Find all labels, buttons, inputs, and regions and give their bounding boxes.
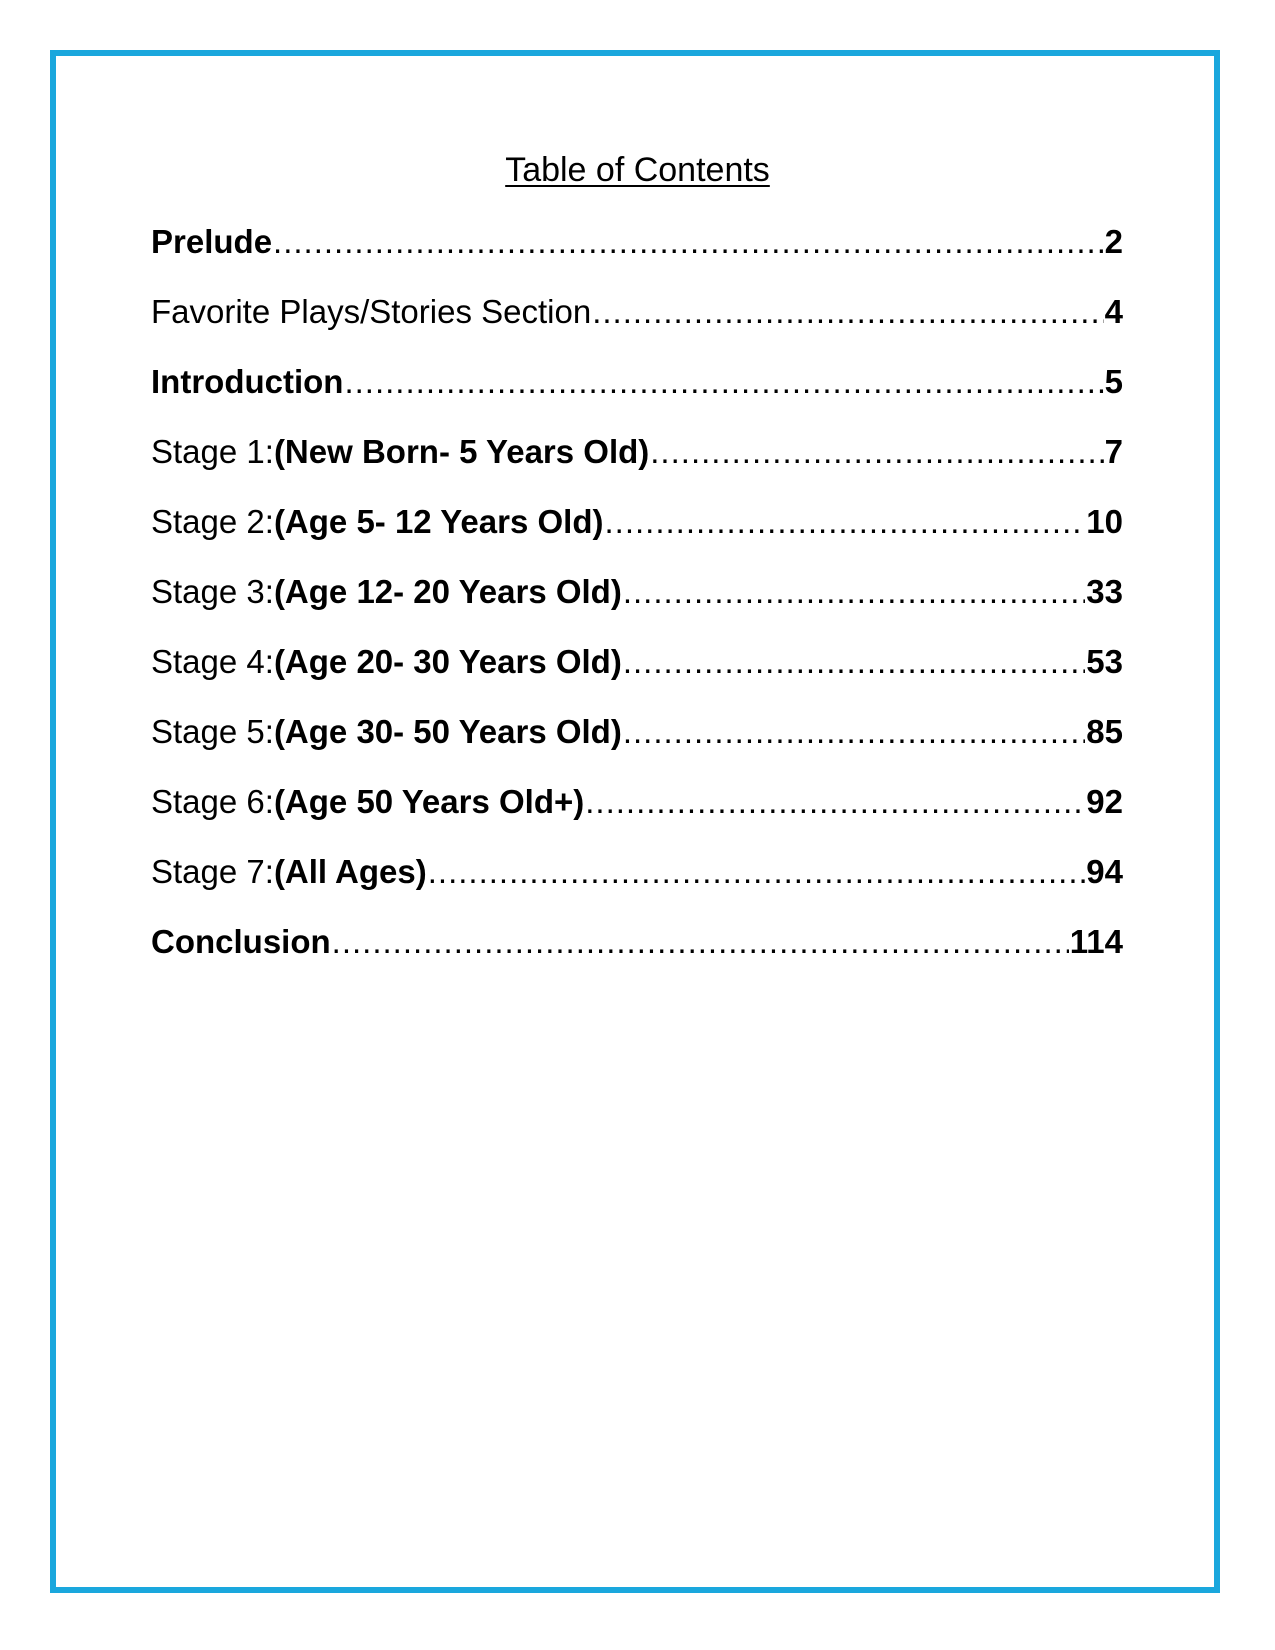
- toc-entry-stage-1[interactable]: [151, 430, 1123, 500]
- dot-leader: [623, 710, 1085, 754]
- dot-leader: [623, 570, 1085, 614]
- toc-entry-prefix: Stage 4:: [151, 643, 274, 680]
- toc-entry-introduction[interactable]: [151, 360, 1123, 430]
- toc-entry-stage-6[interactable]: [151, 780, 1123, 850]
- toc-entry-page: 10: [1086, 503, 1123, 540]
- toc-entry-prelude[interactable]: [151, 220, 1123, 290]
- toc-entry-page: 94: [1086, 853, 1123, 890]
- toc-entry-label: Conclusion: [151, 923, 331, 960]
- dot-leader: [332, 920, 1069, 964]
- toc-entry-favorite-plays[interactable]: [151, 290, 1123, 360]
- toc-entry-label: Introduction: [151, 363, 344, 400]
- dot-leader: [428, 850, 1086, 894]
- toc-entry-label: (Age 12- 20 Years Old): [273, 573, 622, 610]
- dot-leader: [650, 430, 1103, 474]
- toc-entry-stage-3[interactable]: [151, 570, 1123, 640]
- toc-entry-prefix: Stage 6:: [151, 783, 274, 820]
- toc-entry-stage-2[interactable]: [151, 500, 1123, 570]
- toc-entry-label: (Age 5- 12 Years Old): [273, 503, 604, 540]
- toc-entry-label: (All Ages): [273, 853, 427, 890]
- toc-list: [151, 220, 1123, 990]
- toc-entry-label: (Age 50 Years Old+): [273, 783, 585, 820]
- dot-leader: [592, 290, 1103, 334]
- toc-entry-prefix: Favorite Plays/Stories Section: [151, 293, 592, 330]
- toc-entry-stage-4[interactable]: [151, 640, 1123, 710]
- toc-entry-prefix: Stage 3:: [151, 573, 274, 610]
- dot-leader: [273, 220, 1104, 264]
- toc-entry-prefix: Stage 7:: [151, 853, 274, 890]
- dot-leader: [344, 360, 1103, 404]
- toc-entry-conclusion[interactable]: [151, 920, 1123, 990]
- toc-entry-page: 7: [1104, 433, 1123, 470]
- toc-entry-prefix: Stage 5:: [151, 713, 274, 750]
- toc-entry-page: 53: [1086, 643, 1123, 680]
- toc-entry-label: Prelude: [151, 223, 273, 260]
- dot-leader: [623, 640, 1085, 684]
- toc-entry-prefix: Stage 1:: [151, 433, 274, 470]
- toc-entry-label: (New Born- 5 Years Old): [273, 433, 650, 470]
- page-title: Table of Contents: [505, 151, 770, 189]
- toc-entry-page: 33: [1086, 573, 1123, 610]
- toc-entry-page: 4: [1104, 293, 1123, 330]
- toc-entry-label: (Age 30- 50 Years Old): [273, 713, 622, 750]
- toc-entry-page: 5: [1104, 363, 1123, 400]
- toc-entry-stage-7[interactable]: [151, 850, 1123, 920]
- dot-leader: [585, 780, 1085, 824]
- toc-entry-page: 2: [1104, 223, 1123, 260]
- toc-entry-page: 114: [1069, 923, 1123, 960]
- toc-entry-label: (Age 20- 30 Years Old): [273, 643, 622, 680]
- dot-leader: [604, 500, 1085, 544]
- toc-entry-prefix: Stage 2:: [151, 503, 274, 540]
- toc-entry-stage-5[interactable]: [151, 710, 1123, 780]
- toc-entry-page: 85: [1086, 713, 1123, 750]
- toc-entry-page: 92: [1086, 783, 1123, 820]
